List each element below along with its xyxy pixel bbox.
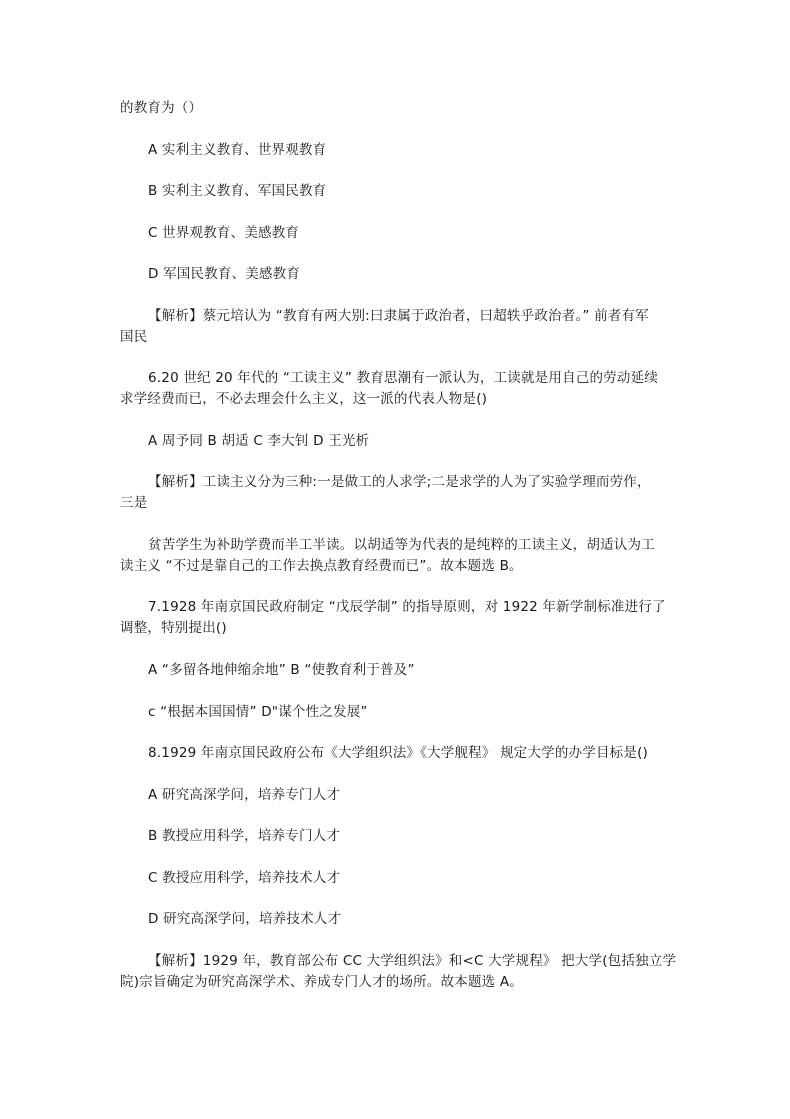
option-c: C 教授应用科学，培养技术人才 — [148, 870, 341, 886]
option-c: C 世界观教育、美感教育 — [148, 225, 300, 241]
analysis-line: 国民 — [120, 329, 148, 345]
option-d: D 军国民教育、美感教育 — [148, 266, 301, 282]
analysis-line: 【解析】1929 年，教育部公布 CC 大学组织法》和<C 大学规程》 把大学(包括独立学 — [148, 953, 677, 969]
question-stem-continuation: 的教育为（） — [120, 100, 203, 116]
option-b: B 教授应用科学，培养专门人才 — [148, 828, 341, 844]
question-6-text: 6.20 世纪 20 年代的 “工读主义” 教育思潮有一派认为，工读就是用自己的劳动延续 — [148, 370, 658, 386]
option-d: D 研究高深学问，培养技术人才 — [148, 911, 342, 927]
question-7-options: c “根据本国国情” D"谋个性之发展” — [148, 704, 368, 720]
question-6-options: A 周予同 B 胡适 C 李大钊 D 王光析 — [148, 433, 370, 449]
question-7-text: 7.1928 年南京国民政府制定 “戊辰学制” 的指导原则，对 1922 年新学制标准进行了 — [148, 599, 666, 615]
question-7-options: A “多留各地伸缩余地” B “使教育利于普及” — [148, 662, 415, 678]
question-8-text: 8.1929 年南京国民政府公布《大学组织法》《大学舰程》 规定大学的办学目标是() — [148, 745, 649, 761]
question-6-text: 求学经费而已，不必去理会什么主义，这一派的代表人物是() — [120, 391, 488, 407]
option-a: A 研究高深学问，培养专门人才 — [148, 787, 341, 803]
analysis-line: 【解析】工读主义分为三种:一是做工的人求学;二是求学的人为了实验学理而劳作， — [148, 474, 651, 490]
analysis-line: 院)宗旨确定为研究高深学术、养成专门人才的场所。故本题选 A。 — [120, 974, 523, 990]
option-a: A 实利主义教育、世界观教育 — [148, 142, 327, 158]
analysis-line: 读主义 “不过是靠自己的工作去换点教育经费而已”。故本题选 B。 — [120, 558, 523, 574]
analysis-line: 【解析】蔡元培认为 “教育有两大别:曰隶属于政治者，曰超轶乎政治者。” 前者有军 — [148, 308, 649, 324]
option-b: B 实利主义教育、军国民教育 — [148, 183, 327, 199]
question-7-text: 调整，特别提出() — [120, 620, 227, 636]
analysis-line: 贫苦学生为补助学费而半工半读。以胡适等为代表的是纯粹的工读主义，胡适认为工 — [148, 537, 655, 553]
analysis-line: 三是 — [120, 495, 148, 511]
